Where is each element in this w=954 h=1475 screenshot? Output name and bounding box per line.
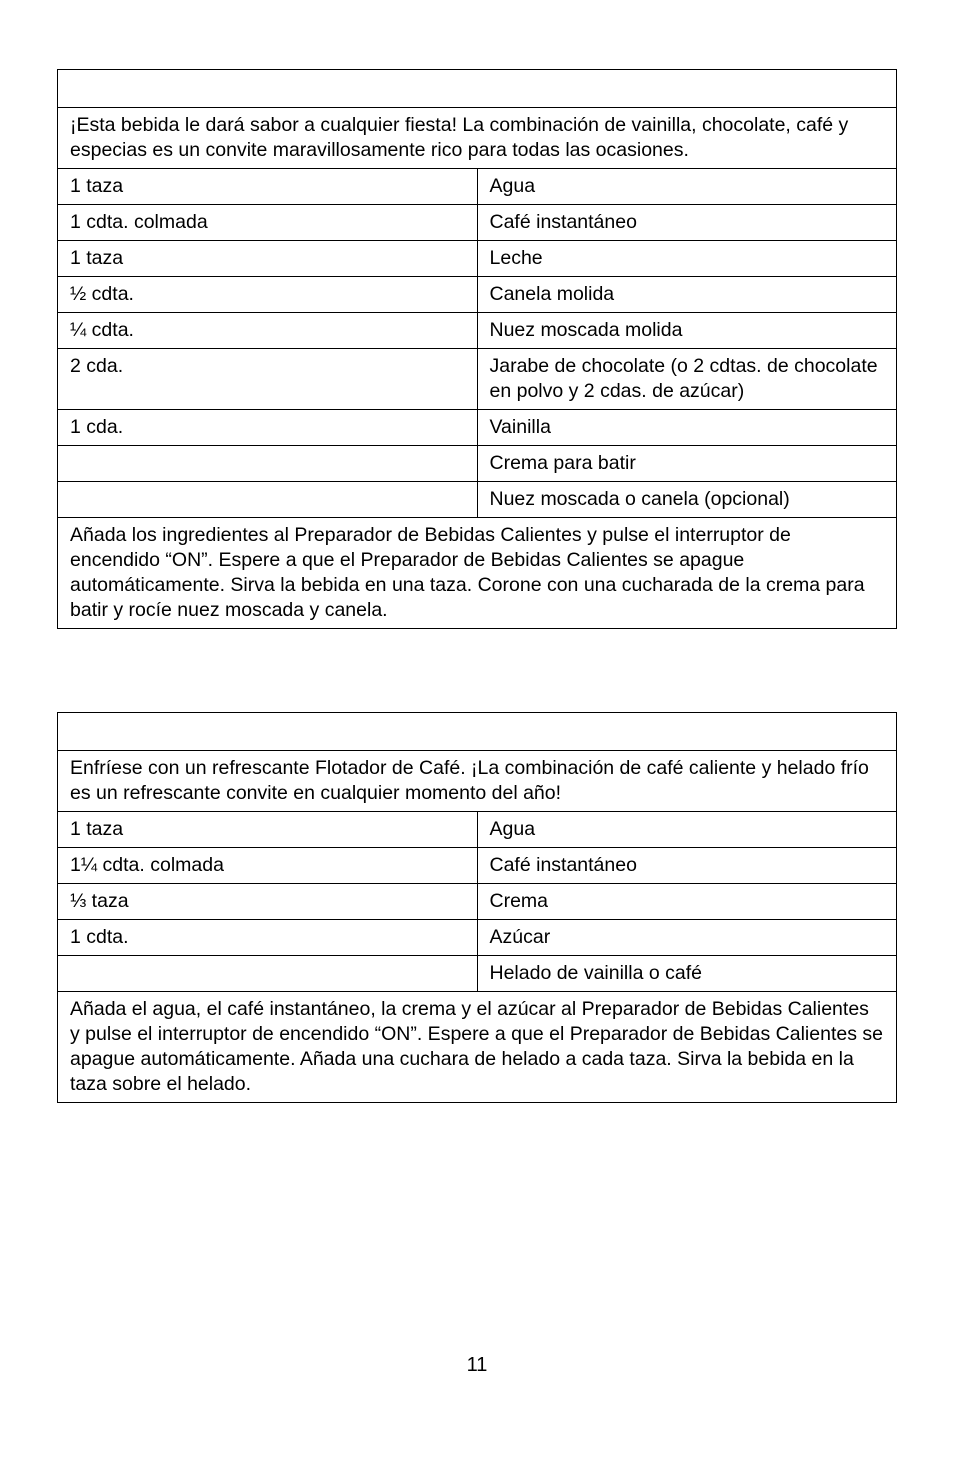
ingredient-item: Crema [477,884,897,920]
recipe-table [57,712,897,1103]
ingredient-row [58,482,897,518]
ingredient-amount: 1 cdta. [58,920,478,956]
ingredient-row [58,277,897,313]
ingredient-amount [58,446,478,482]
ingredient-row [58,848,897,884]
ingredient-item: Nuez moscada molida [477,313,897,349]
recipe-title [58,713,897,751]
ingredient-item: Crema para batir [477,446,897,482]
ingredient-amount: 2 cda. [58,349,478,410]
recipe-title [58,70,897,108]
recipe-intro: ¡Esta bebida le dará sabor a cualquier fiesta! La combinación de vainilla, chocolate, café y especias es un convite maravillosamente rico para todas las ocasiones. [58,108,897,169]
recipe-body [58,70,897,629]
ingredient-amount: 1¼ cdta. colmada [58,848,478,884]
ingredient-item: Café instantáneo [477,848,897,884]
ingredient-amount: ½ cdta. [58,277,478,313]
ingredient-item: Jarabe de chocolate (o 2 cdtas. de chocolate en polvo y 2 cdas. de azúcar) [477,349,897,410]
ingredient-amount: 1 taza [58,169,478,205]
recipe-intro: Enfríese con un refrescante Flotador de Café. ¡La combinación de café caliente y helado frío es un refrescante convite en cualquier momento del año! [58,751,897,812]
ingredient-item: Agua [477,812,897,848]
ingredient-item: Azúcar [477,920,897,956]
ingredient-item: Helado de vainilla o café [477,956,897,992]
recipe-instructions: Añada los ingredientes al Preparador de Bebidas Calientes y pulse el interruptor de encendido “ON”. Espere a que el Preparador de Bebidas Calientes se apague automáticamente. Sirva la bebida en una taza. Corone con una cucharada de la crema para batir y rocíe nuez moscada y canela. [58,518,897,629]
ingredient-row [58,241,897,277]
recipe-table [57,69,897,629]
ingredient-amount [58,956,478,992]
ingredient-item: Vainilla [477,410,897,446]
ingredient-row [58,884,897,920]
ingredient-amount: 1 cdta. colmada [58,205,478,241]
ingredient-row [58,446,897,482]
ingredient-amount: ⅓ taza [58,884,478,920]
ingredient-item: Agua [477,169,897,205]
page-number: 11 [466,1354,488,1376]
ingredient-row [58,205,897,241]
ingredient-item: Leche [477,241,897,277]
ingredient-item: Nuez moscada o canela (opcional) [477,482,897,518]
ingredient-amount: 1 taza [58,812,478,848]
ingredient-row [58,956,897,992]
recipe-instructions: Añada el agua, el café instantáneo, la crema y el azúcar al Preparador de Bebidas Calientes y pulse el interruptor de encendido “ON”. Espere a que el Preparador de Bebidas Calientes se apague automáticamente. Añada una cuchara de helado a cada taza. Sirva la bebida en la taza sobre el helado. [58,992,897,1103]
recipe-body [58,713,897,1103]
ingredient-row [58,920,897,956]
ingredient-amount: 1 cda. [58,410,478,446]
ingredient-amount [58,482,478,518]
ingredient-row [58,169,897,205]
ingredient-amount: ¼ cdta. [58,313,478,349]
ingredient-row [58,812,897,848]
ingredient-row [58,349,897,410]
ingredient-item: Canela molida [477,277,897,313]
ingredient-item: Café instantáneo [477,205,897,241]
ingredient-row [58,410,897,446]
ingredient-amount: 1 taza [58,241,478,277]
ingredient-row [58,313,897,349]
